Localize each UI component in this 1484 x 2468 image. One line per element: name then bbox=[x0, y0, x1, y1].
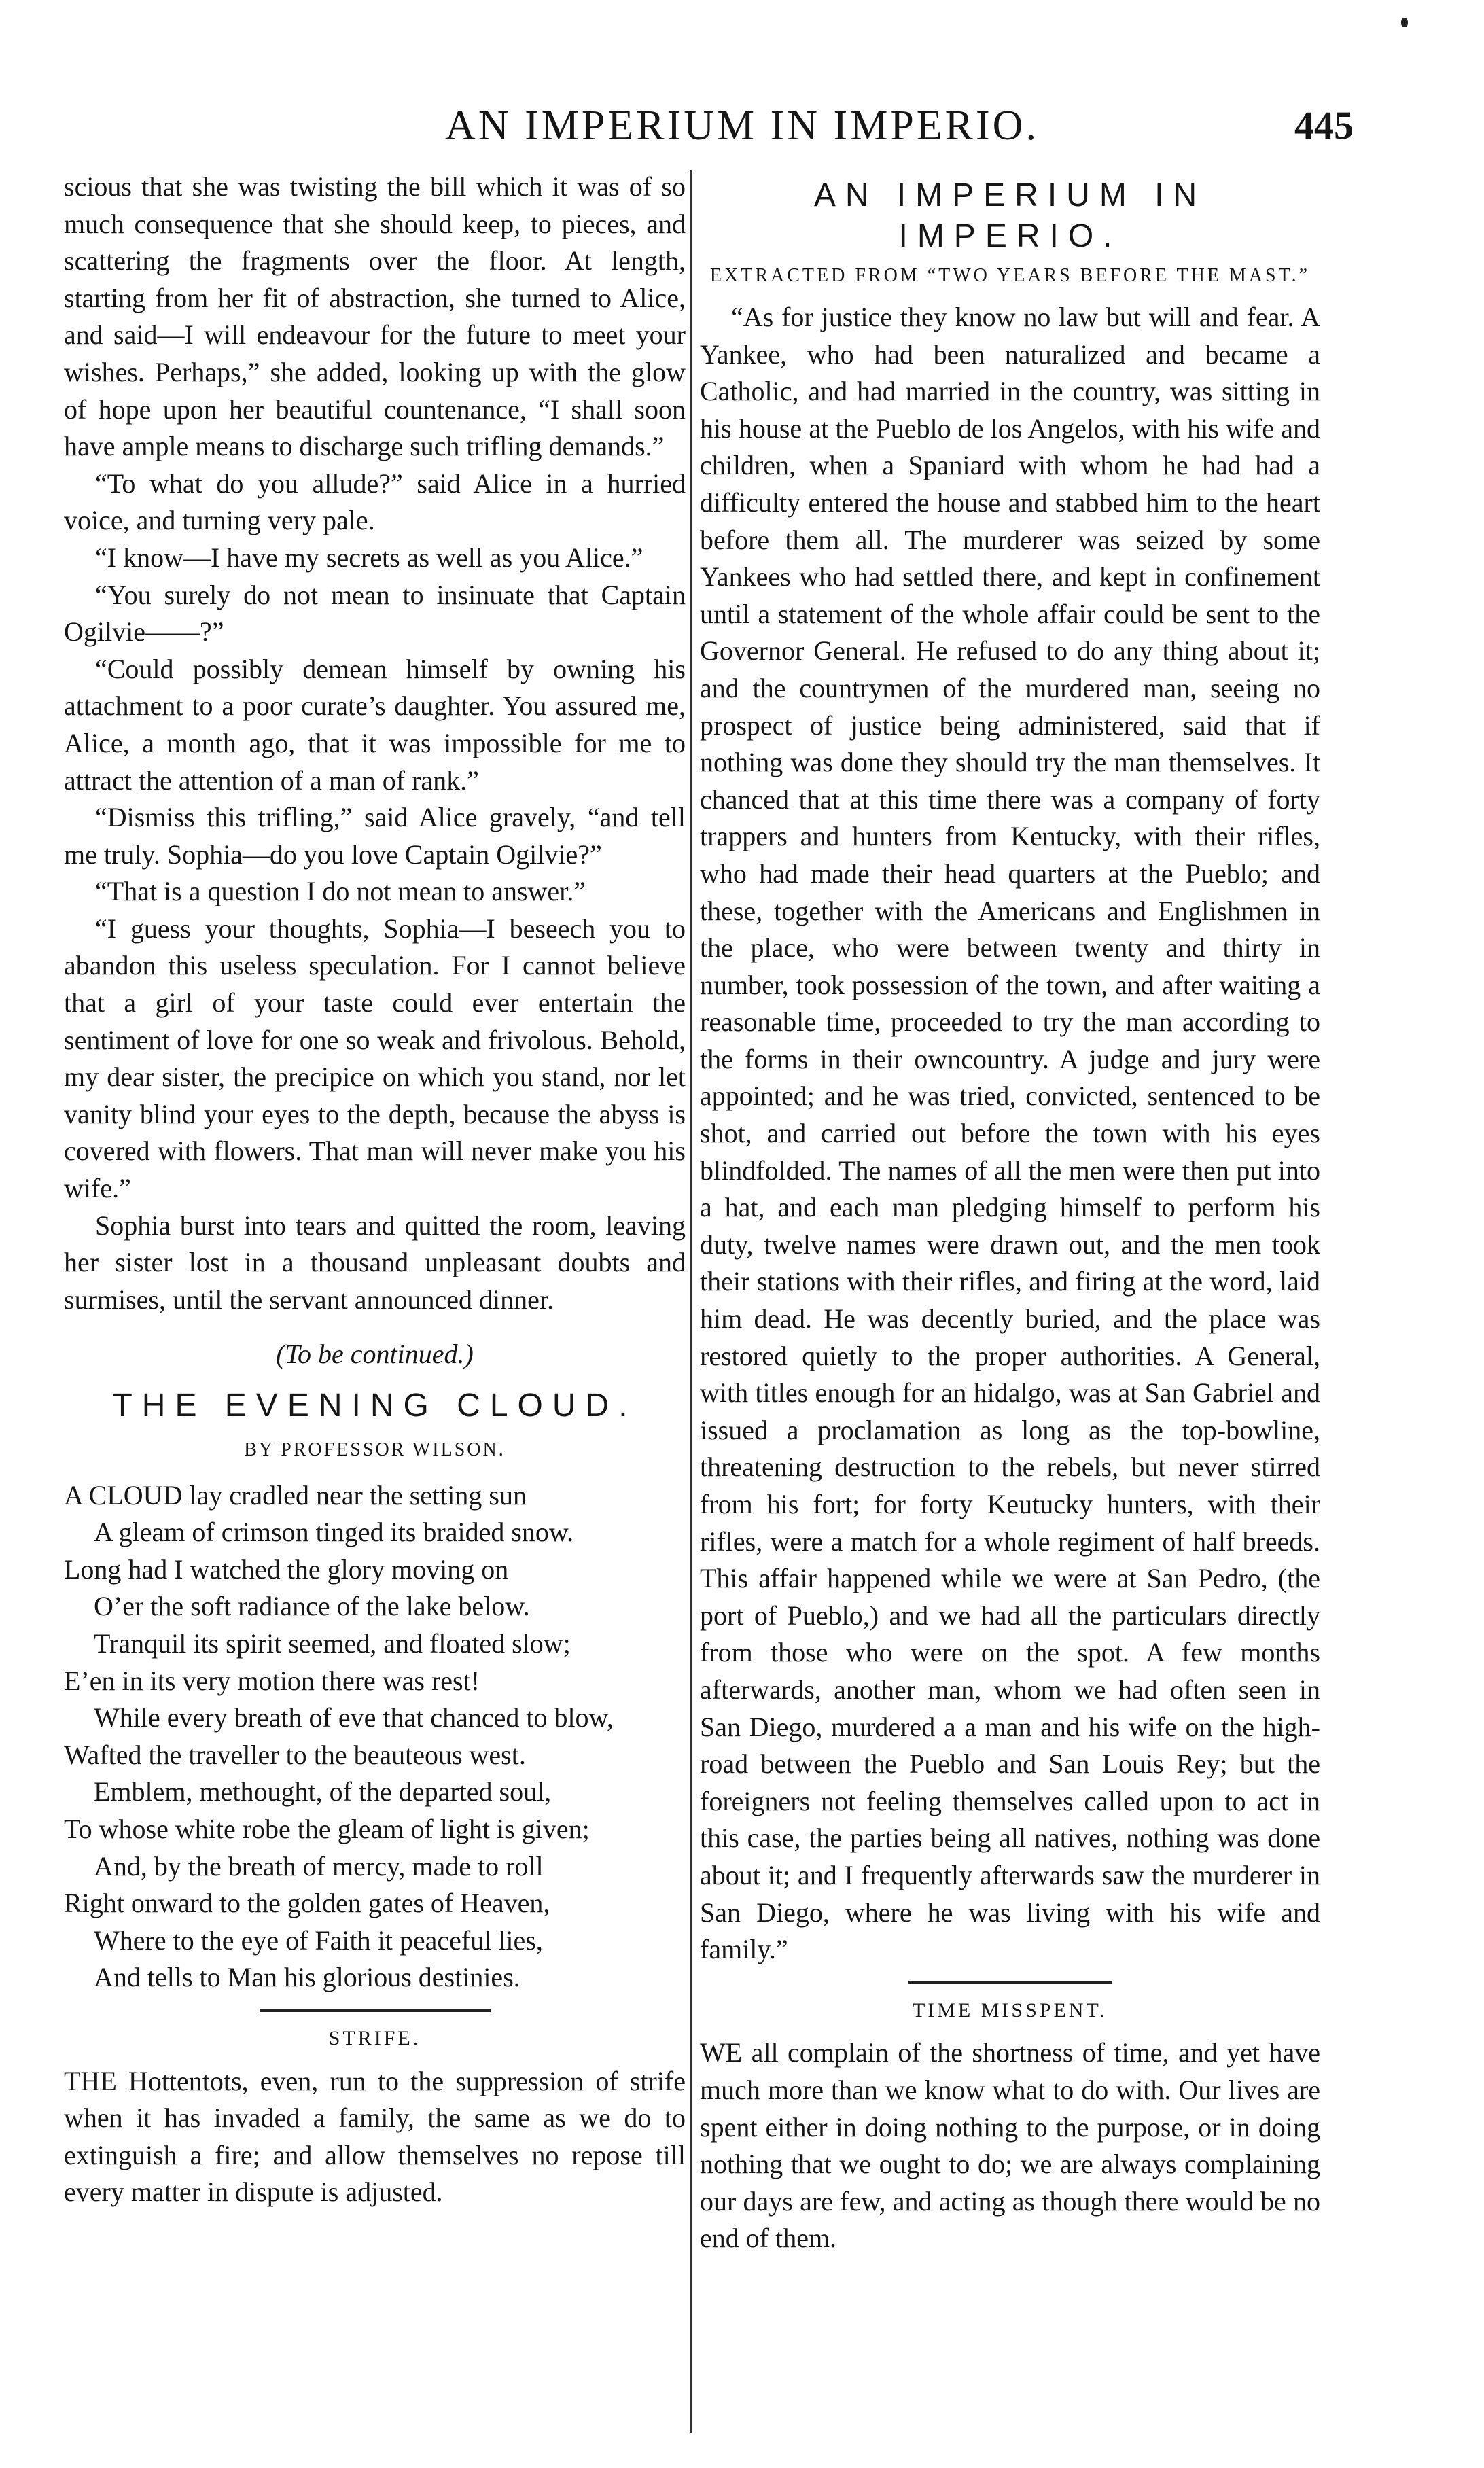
story-paragraph: “That is a question I do not mean to answer.” bbox=[95, 876, 586, 907]
left-column bbox=[64, 169, 686, 2452]
poem-line: O’er the soft radiance of the lake below. bbox=[94, 1591, 530, 1622]
poem-line: And, by the breath of mercy, made to roll bbox=[94, 1850, 544, 1882]
poem-byline: BY PROFESSOR WILSON. bbox=[244, 1439, 506, 1460]
poem-line: Where to the eye of Faith it peaceful lies, bbox=[94, 1924, 543, 1956]
poem-line: While every breath of eve that chanced to blow, bbox=[94, 1702, 614, 1733]
story-paragraph: “I know—I have my secrets as well as you Alice.” bbox=[95, 542, 643, 573]
story-paragraph: “I guess your thoughts, Sophia—I beseech you to abandon this useless speculation. For I cannot believe that a girl of your taste could ever entertain the sentiment of love for one so weak and frivolous. Behold, my dear sister, the precipice on which you stand, nor let vanity blind your eyes to the depth, because the abyss is covered with flowers. That man will never make you his wife.” bbox=[64, 913, 686, 1204]
story-paragraph: “To what do you allude?” said Alice in a hurried voice, and turning very pale. bbox=[64, 468, 686, 536]
poem-line: Wafted the traveller to the beauteous west. bbox=[64, 1739, 526, 1770]
poem-line: Tranquil its spirit seemed, and floated slow; bbox=[94, 1627, 571, 1659]
section-rule bbox=[908, 1981, 1112, 1984]
section-rule bbox=[260, 2009, 491, 2012]
right-column bbox=[700, 169, 1320, 2452]
poem-line: Right onward to the golden gates of Heaven, bbox=[64, 1888, 550, 1919]
poem-line: To whose white robe the gleam of light is given; bbox=[64, 1813, 590, 1844]
article-title: AN IMPERIUM IN IMPERIO. bbox=[813, 177, 1207, 254]
story-paragraph: Sophia burst into tears and quitted the room, leaving her sister lost in a thousand unpleasant doubts and surmises, until the servant announced dinner. bbox=[64, 1210, 686, 1315]
poem-line: Emblem, methought, of the departed soul, bbox=[94, 1776, 552, 1808]
running-head-title: AN IMPERIUM IN IMPERIO. bbox=[445, 103, 1039, 149]
story-paragraph: “You surely do not mean to insinuate that Captain Ogilvie——?” bbox=[64, 579, 686, 648]
poem bbox=[64, 1477, 686, 1996]
page-number: 445 bbox=[1294, 103, 1354, 147]
poem-line: E’en in its very motion there was rest! bbox=[64, 1665, 480, 1696]
time-misspent-text: WE all complain of the shortness of time, and yet have much more than we know what to do with. Our lives are spent either in doing nothing to the purpose, or in doing nothing that we ought to do; we are always complaining our days are few, and acting as though there would be no end of them. bbox=[700, 2037, 1320, 2254]
running-head bbox=[0, 102, 1484, 156]
poem-line: A gleam of crimson tinged its braided snow. bbox=[94, 1517, 574, 1548]
to-be-continued: (To be continued.) bbox=[276, 1339, 474, 1370]
story-paragraph: scious that she was twisting the bill which it was of so much consequence that she should keep, to pieces, and scattering the fragments over the floor. At length, starting from her fit of abstraction, she turned to Alice, and said—I will endeavour for the future to meet your wishes. Perhaps,” she added, looking up with the glow of hope upon her beautiful countenance, “I shall soon have ample means to discharge such trifling demands.” bbox=[64, 171, 686, 462]
poem-title: THE EVENING CLOUD. bbox=[112, 1388, 637, 1424]
article-text: “As for justice they know no law but will and fear. A Yankee, who had been naturalized and became a Catholic, and had married in the country, was sitting in his house at the Pueblo de los Angelos, with his wife and children, when a Spaniard with whom he had had a difficulty entered the house and stabbed him to the heart before them all. The murderer was seized by some Yankees who had settled there, and kept in confinement until a statement of the whole affair could be sent to the Governor General. He refused to do any thing about it; and the countrymen of the murdered man, seeing no prospect of justice being administered, said that if nothing was done they should try the man themselves. It chanced that at this time there was a company of forty trappers and hunters from Kentucky, with their rifles, who had made their head quarters at the Pueblo; and these, together with the Americans and Englishmen in the place, who were between twenty and thirty in number, took possession of the town, and after waiting a reasonable time, proceeded to try the man according to the forms in their owncountry. A judge and jury were appointed; and he was tried, convicted, sentenced to be shot, and carried out before the town with his eyes blindfolded. The names of all the men were then put into a hat, and each man pledging himself to perform his duty, twelve names were drawn out, and the men took their stations with their rifles, and firing at the word, laid him dead. He was decently buried, and the place was restored quietly to the proper authorities. A General, with titles enough for an hidalgo, was at San Gabriel and issued a proclamation as long as the top-bowline, threatening destruction to the rebels, but never stirred from his fort; for forty Keutucky hunters, with their rifles, were a match for a whole regiment of half breeds. This affair happened while we were at San Pedro, (the port of Pueblo,) and we had all the particulars directly from those who were on the spot. A few months afterwards, another man, whom we had often seen in San Diego, murdered a a man and his wife on the high-road between the Pueblo and San Louis Rey; but the foreigners not feeling themselves called upon to act in this case, the parties being all natives, nothing was done about it; and I frequently afterwards saw the murderer in San Diego, where he was living with his wife and family.” bbox=[700, 302, 1320, 1965]
story-paragraph: “Dismiss this trifling,” said Alice gravely, “and tell me truly. Sophia—do you love Captain Ogilvie?” bbox=[64, 802, 686, 870]
poem-line: And tells to Man his glorious destinies. bbox=[94, 1962, 520, 1993]
story-paragraph: “Could possibly demean himself by owning his attachment to a poor curate’s daughter. You assured me, Alice, a month ago, that it was impossible for me to attract the attention of a man of rank.” bbox=[64, 653, 686, 796]
time-misspent-title: TIME MISSPENT. bbox=[912, 1998, 1108, 2022]
ink-mark bbox=[1401, 18, 1408, 27]
poem-line: A CLOUD lay cradled near the setting sun bbox=[64, 1479, 527, 1511]
poem-line: Long had I watched the glory moving on bbox=[64, 1553, 509, 1585]
column-divider bbox=[690, 170, 692, 2433]
strife-title: STRIFE. bbox=[328, 2026, 421, 2049]
article-source: EXTRACTED FROM “TWO YEARS BEFORE THE MAST.” bbox=[709, 265, 1311, 286]
strife-text: THE Hottentots, even, run to the suppression of strife when it has invaded a family, the same as we do to extinguish a fire; and allow themselves no repose till every matter in dispute is adjusted. bbox=[64, 2065, 686, 2208]
